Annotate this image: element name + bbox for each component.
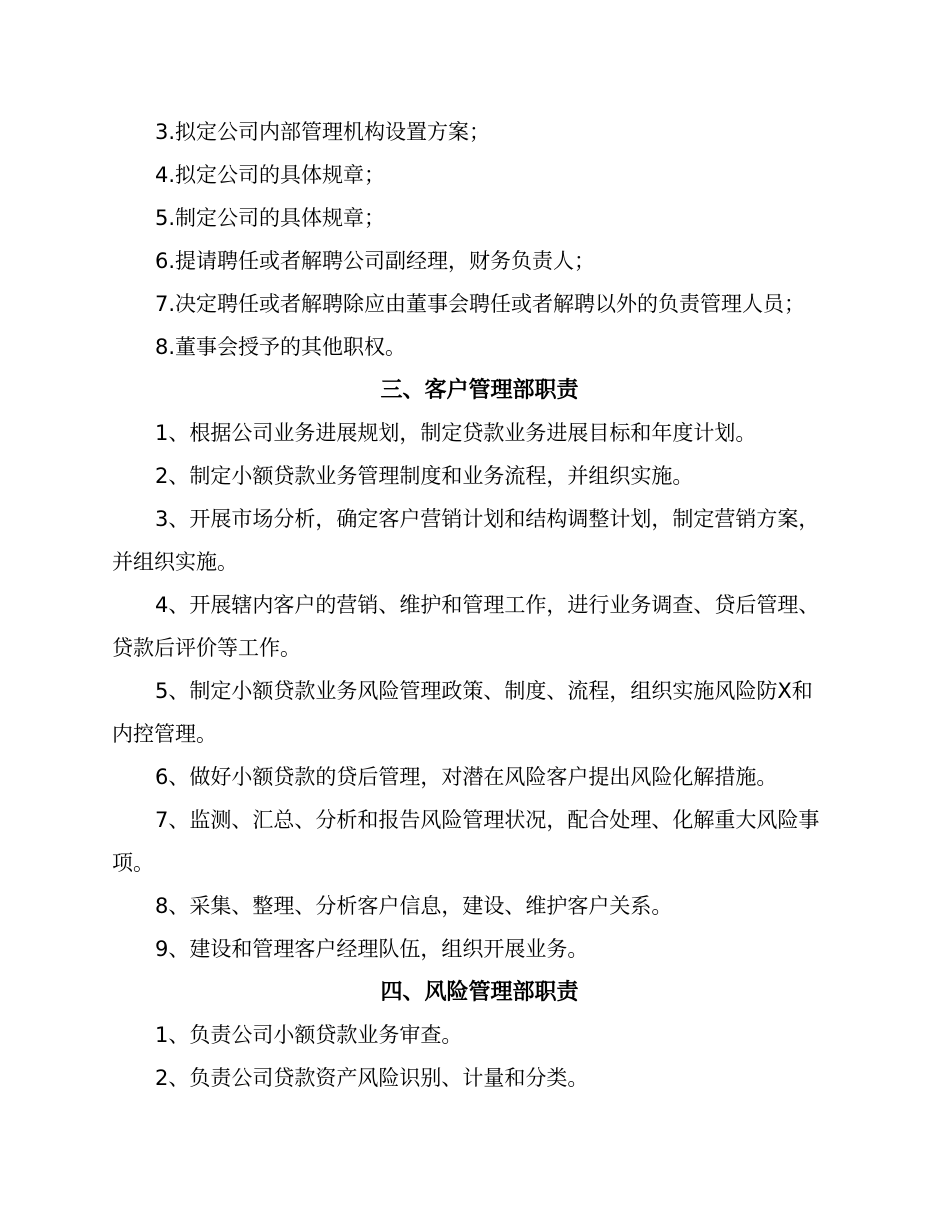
section-heading: 三、客户管理部职责 — [380, 378, 579, 403]
paragraph-continuation: 项。 — [112, 851, 154, 875]
paragraph-item: 1、根据公司业务进展规划，制定贷款业务进展目标和年度计划。 — [155, 421, 757, 445]
paragraph-item: 8、采集、整理、分析客户信息，建设、维护客户关系。 — [155, 894, 673, 918]
paragraph-item: 6、做好小额贷款的贷后管理，对潜在风险客户提出风险化解措施。 — [155, 765, 778, 789]
paragraph-item: 7.决定聘任或者解聘除应由董事会聘任或者解聘以外的负责管理人员； — [155, 292, 806, 316]
paragraph-item: 1、负责公司小额贷款业务审查。 — [155, 1023, 463, 1047]
paragraph-continuation: 内控管理。 — [112, 722, 217, 746]
paragraph-item: 7、监测、汇总、分析和报告风险管理状况，配合处理、化解重大风险事 — [155, 808, 820, 832]
paragraph-continuation: 并组织实施。 — [112, 550, 238, 574]
paragraph-item: 2、负责公司贷款资产风险识别、计量和分类。 — [155, 1066, 589, 1090]
section-heading: 四、风险管理部职责 — [380, 980, 579, 1005]
paragraph-item: 3.拟定公司内部管理机构设置方案； — [155, 120, 491, 144]
paragraph-item: 9、建设和管理客户经理队伍，组织开展业务。 — [155, 937, 589, 961]
paragraph-item: 4、开展辖内客户的营销、维护和管理工作，进行业务调查、贷后管理、 — [155, 593, 820, 617]
paragraph-item: 6.提请聘任或者解聘公司副经理，财务负责人； — [155, 249, 596, 273]
paragraph-item: 4.拟定公司的具体规章； — [155, 163, 386, 187]
document-body — [112, 111, 847, 1100]
paragraph-item: 8.董事会授予的其他职权。 — [155, 335, 407, 359]
paragraph-item: 3、开展市场分析，确定客户营销计划和结构调整计划，制定营销方案， — [155, 507, 820, 531]
paragraph-item: 5、制定小额贷款业务风险管理政策、制度、流程，组织实施风险防X和 — [155, 679, 813, 703]
paragraph-item: 2、制定小额贷款业务管理制度和业务流程，并组织实施。 — [155, 464, 694, 488]
paragraph-continuation: 贷款后评价等工作。 — [112, 636, 301, 660]
paragraph-item: 5.制定公司的具体规章； — [155, 206, 386, 230]
